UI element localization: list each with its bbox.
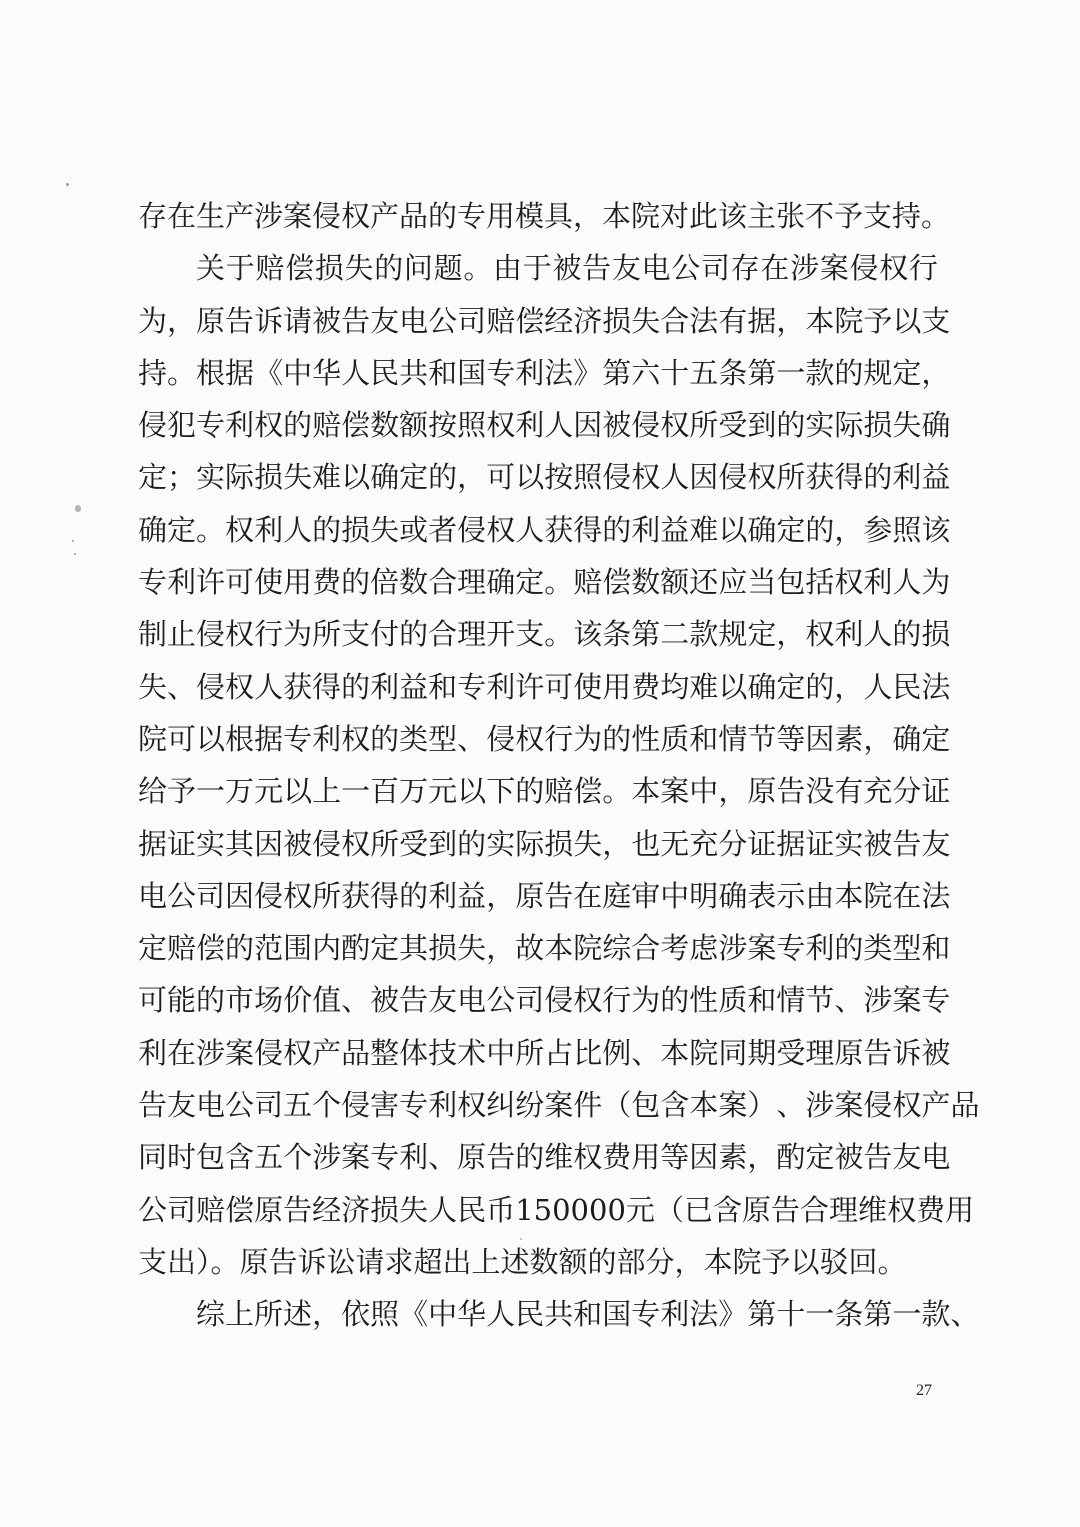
text-line: 持 。 根 据 《 中 华 人 民 共 和 国 专 利 法 》 第 六 十 五 条 第 一 款 的 规 定 ， — [138, 355, 951, 390]
text-line: 存在生产涉案侵权产品的专用模具，本院对此该主张不予支持。 — [138, 199, 951, 233]
scan-speck — [72, 540, 74, 542]
text-line: 定 赔 偿 的 范 围 内 酌 定 其 损 失 ， 故 本 院 综 合 考 虑 涉 案 专 利 的 类 型 和 — [138, 931, 951, 966]
text-line: 公 司 赔 偿 原 告 经 济 损 失 人 民 币 150000 元 （ 已 含 原 告 合 理 维 权 费 用 — [138, 1192, 975, 1227]
text-line: 给 予 一 万 元 以 上 一 百 万 元 以 下 的 赔 偿 。 本 案 中 ， 原 告 没 有 充 分 证 — [138, 774, 951, 809]
text-line: 可 能 的 市 场 价 值 、 被 告 友 电 公 司 侵 权 行 为 的 性 质 和 情 节 、 涉 案 专 — [138, 983, 951, 1018]
text-line: 告 友 电 公 司 五 个 侵 害 专 利 权 纠 纷 案 件 （ 包 含 本 案 ） 、 涉 案 侵 权 产 品 — [138, 1088, 980, 1123]
scan-speck — [66, 183, 69, 186]
text-line: 院 可 以 根 据 专 利 权 的 类 型 、 侵 权 行 为 的 性 质 和 情 节 等 因 素 ， 确 定 — [138, 721, 951, 756]
text-line: 据 证 实 其 因 被 侵 权 所 受 到 的 实 际 损 失 ， 也 无 充 分 证 据 证 实 被 告 友 — [138, 826, 951, 861]
text-line: 确 定 。 权 利 人 的 损 失 或 者 侵 权 人 获 得 的 利 益 难 以 确 定 的 ， 参 照 该 — [138, 512, 951, 547]
text-line: 关 于 赔 偿 损 失 的 问 题 。 由 于 被 告 友 电 公 司 存 在 涉 案 侵 权 行 — [196, 251, 938, 286]
text-line: 侵 犯 专 利 权 的 赔 偿 数 额 按 照 权 利 人 因 被 侵 权 所 受 到 的 实 际 损 失 确 — [138, 408, 951, 443]
text-line: 制 止 侵 权 行 为 所 支 付 的 合 理 开 支 。 该 条 第 二 款 规 定 ， 权 利 人 的 损 — [138, 617, 951, 652]
text-line: 支出）。原告诉讼请求超出上述数额的部分，本院予以驳回。 — [138, 1244, 907, 1279]
text-line: 综 上 所 述 ， 依 照 《 中 华 人 民 共 和 国 专 利 法 》 第 十 一 条 第 一 款 、 — [196, 1297, 980, 1332]
text-line: 电 公 司 因 侵 权 所 获 得 的 利 益 ， 原 告 在 庭 审 中 明 确 表 示 由 本 院 在 法 — [138, 878, 951, 913]
text-line: 失 、 侵 权 人 获 得 的 利 益 和 专 利 许 可 使 用 费 均 难 以 确 定 的 ， 人 民 法 — [138, 669, 951, 704]
text-line: 定 ； 实 际 损 失 难 以 确 定 的 ， 可 以 按 照 侵 权 人 因 侵 权 所 获 得 的 利 益 — [138, 460, 951, 495]
scan-speck — [74, 553, 76, 555]
scan-speck — [75, 505, 81, 512]
page-number: 27 — [916, 1382, 932, 1399]
text-line: 为 ， 原 告 诉 请 被 告 友 电 公 司 赔 偿 经 济 损 失 合 法 有 据 ， 本 院 予 以 支 — [138, 303, 951, 338]
judgment-body-text — [138, 190, 980, 1341]
scan-speck — [520, 1238, 522, 1240]
text-line: 专 利 许 可 使 用 费 的 倍 数 合 理 确 定 。 赔 偿 数 额 还 应 当 包 括 权 利 人 为 — [138, 565, 951, 600]
text-line: 同 时 包 含 五 个 涉 案 专 利 、 原 告 的 维 权 费 用 等 因 素 ， 酌 定 被 告 友 电 — [138, 1140, 951, 1175]
text-line: 利 在 涉 案 侵 权 产 品 整 体 技 术 中 所 占 比 例 、 本 院 同 期 受 理 原 告 诉 被 — [138, 1035, 951, 1070]
